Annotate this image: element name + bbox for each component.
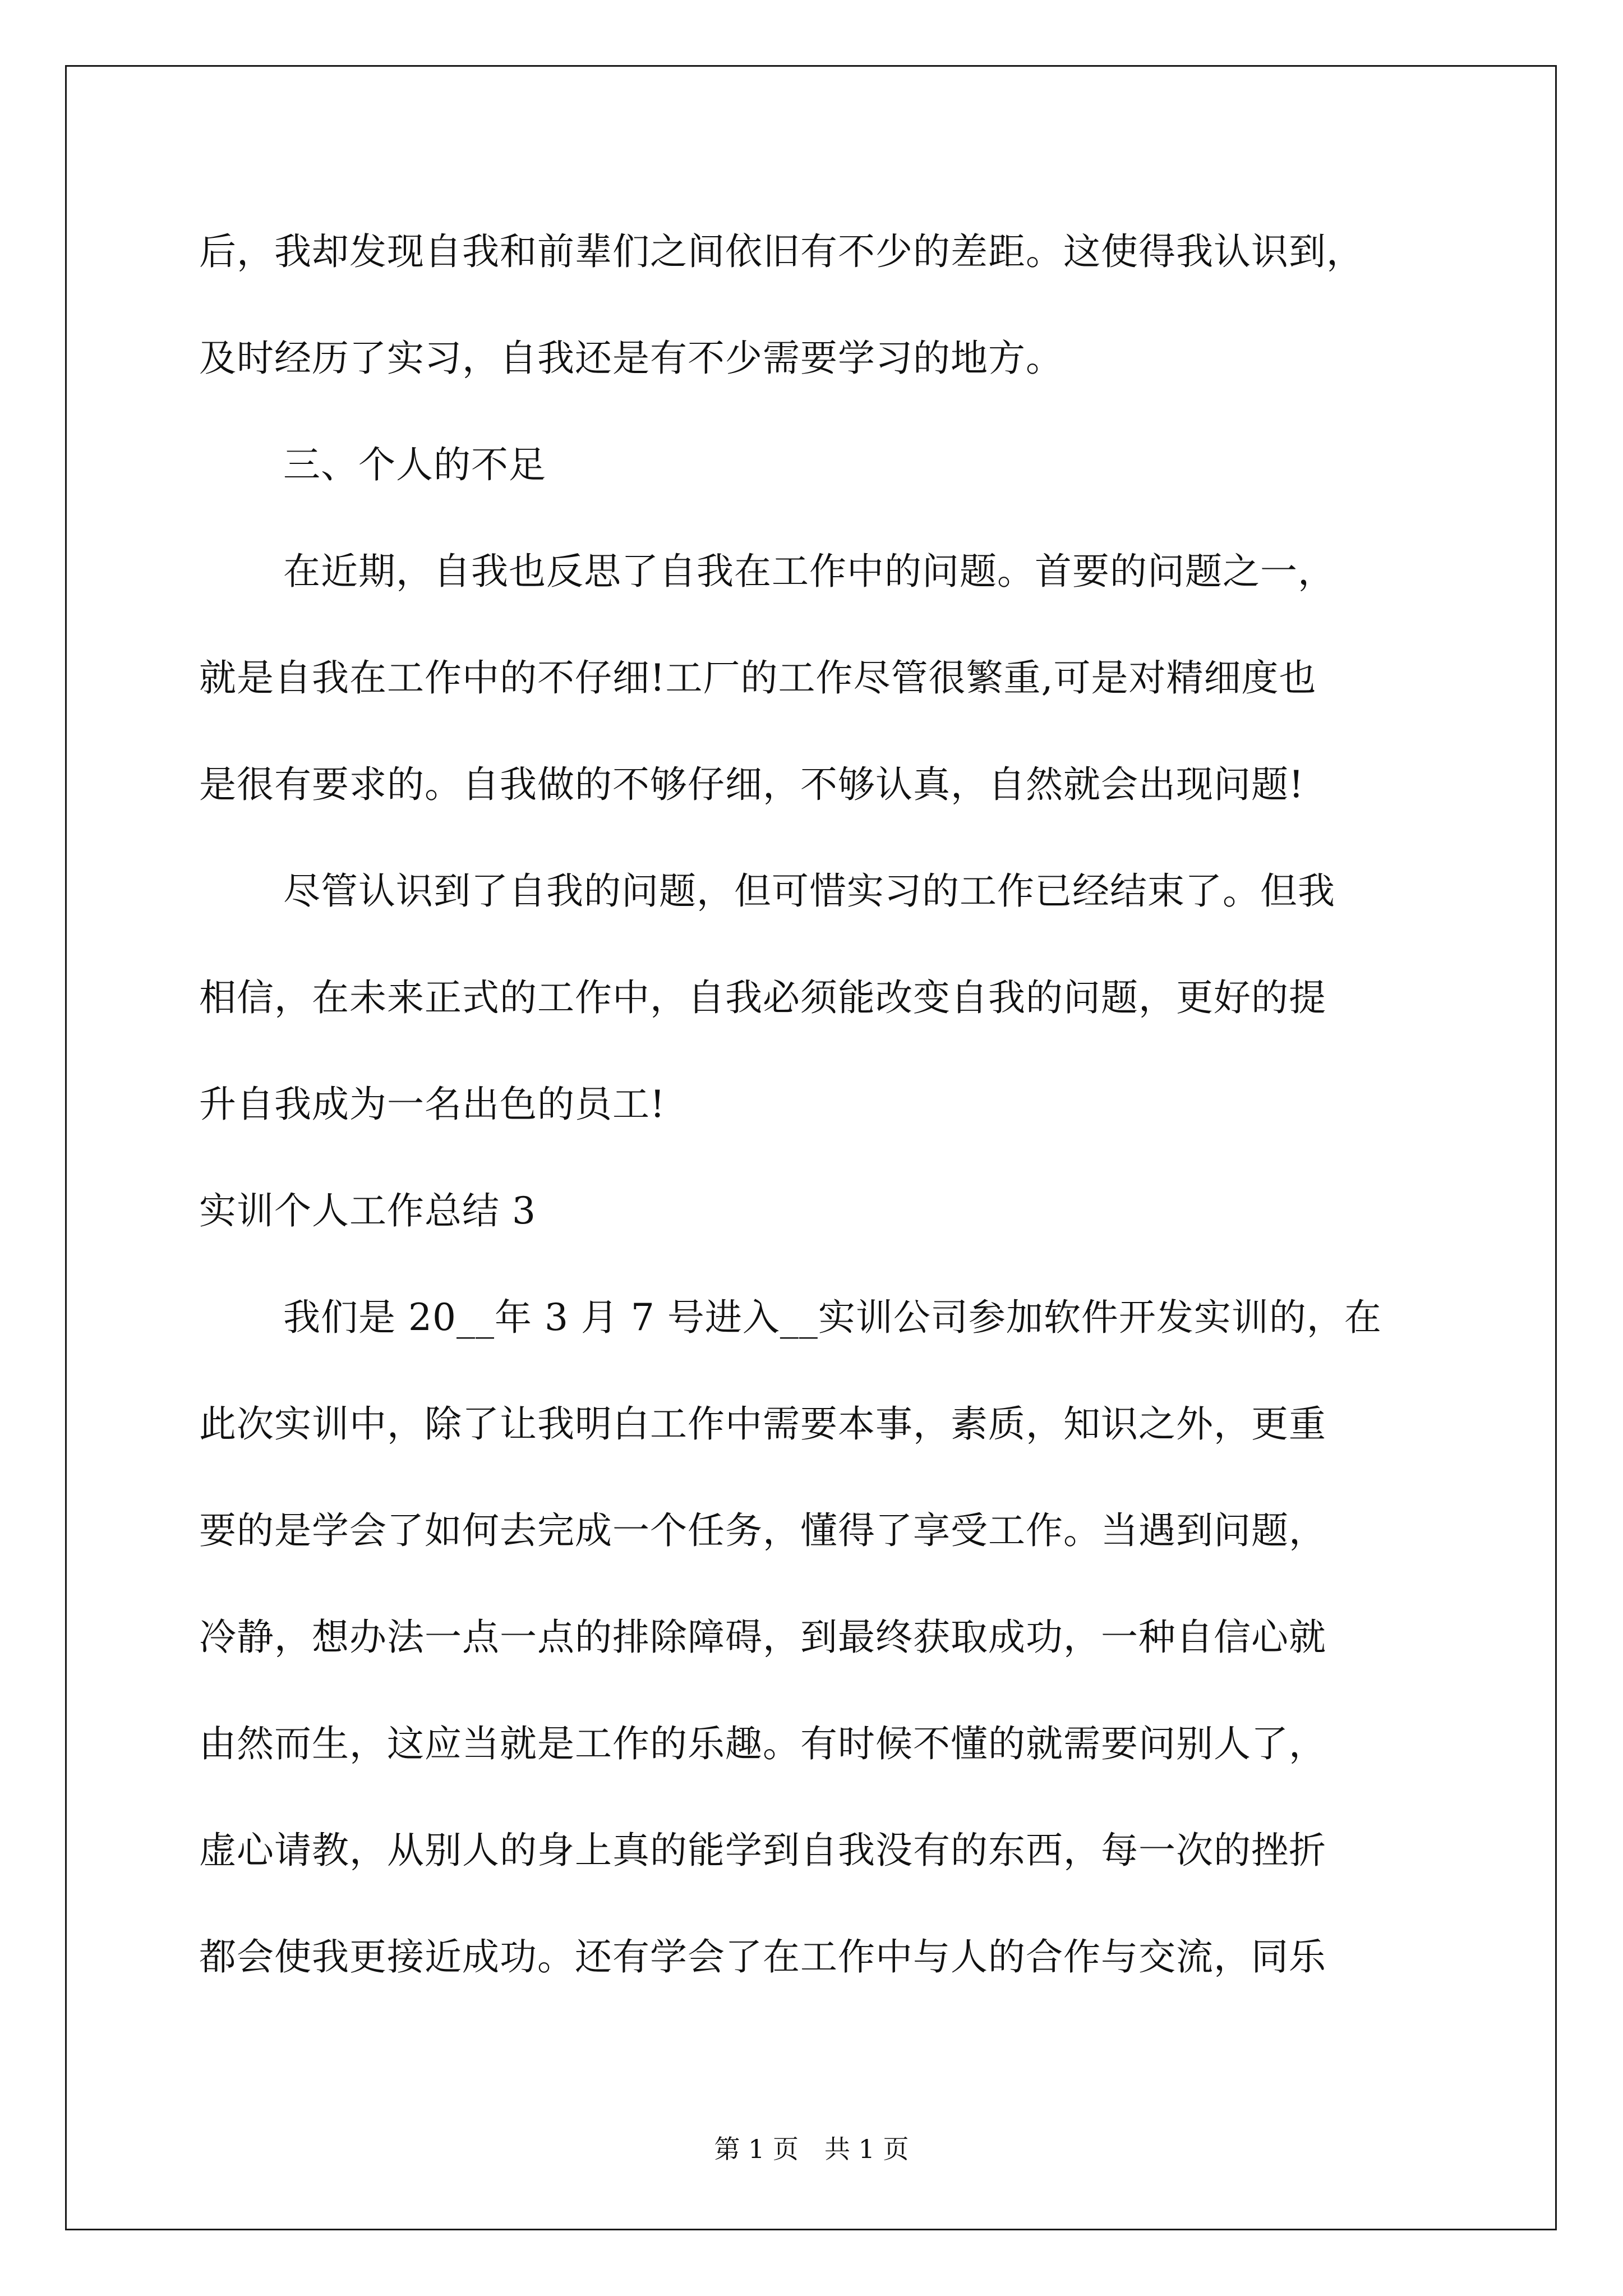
paragraph-line: 相信，在未来正式的工作中，自我必须能改变自我的问题，更好的提: [199, 976, 1326, 1019]
paragraph-line: 就是自我在工作中的不仔细!工厂的工作尽管很繁重,可是对精细度也: [199, 656, 1317, 700]
paragraph-line: 要的是学会了如何去完成一个任务，懂得了享受工作。当遇到问题，: [199, 1509, 1326, 1552]
page-number-footer: 第 1 页 共 1 页: [714, 2134, 909, 2164]
paragraph-line: 升自我成为一名出色的员工!: [199, 1083, 666, 1126]
paragraph-line: 冷静，想办法一点一点的排除障碍，到最终获取成功，一种自信心就: [199, 1616, 1326, 1659]
paragraph-line: 后，我却发现自我和前辈们之间依旧有不少的差距。这使得我认识到，: [199, 230, 1364, 273]
section-heading: 三、个人的不足: [283, 443, 546, 486]
paragraph-line: 在近期，自我也反思了自我在工作中的问题。首要的问题之一，: [283, 550, 1335, 593]
paragraph-line: 由然而生，这应当就是工作的乐趣。有时候不懂的就需要问别人了，: [199, 1722, 1326, 1765]
paragraph-line: 及时经历了实习，自我还是有不少需要学习的地方。: [199, 337, 1063, 380]
paragraph-line: 都会使我更接近成功。还有学会了在工作中与人的合作与交流，同乐: [199, 1935, 1326, 1978]
paragraph-line: 是很有要求的。自我做的不够仔细，不够认真，自然就会出现问题!: [199, 763, 1304, 806]
paragraph-line: 尽管认识到了自我的问题，但可惜实习的工作已经结束了。但我: [283, 869, 1335, 913]
paragraph-line: 虚心请教，从别人的身上真的能学到自我没有的东西，每一次的挫折: [199, 1829, 1326, 1872]
paragraph-line: 此次实训中，除了让我明白工作中需要本事，素质，知识之外，更重: [199, 1402, 1326, 1446]
page-border: [65, 65, 1557, 2230]
document-title: 实训个人工作总结 3: [199, 1189, 536, 1232]
paragraph-line: 我们是 20__年 3 月 7 号进入__实训公司参加软件开发实训的，在: [283, 1296, 1382, 1339]
